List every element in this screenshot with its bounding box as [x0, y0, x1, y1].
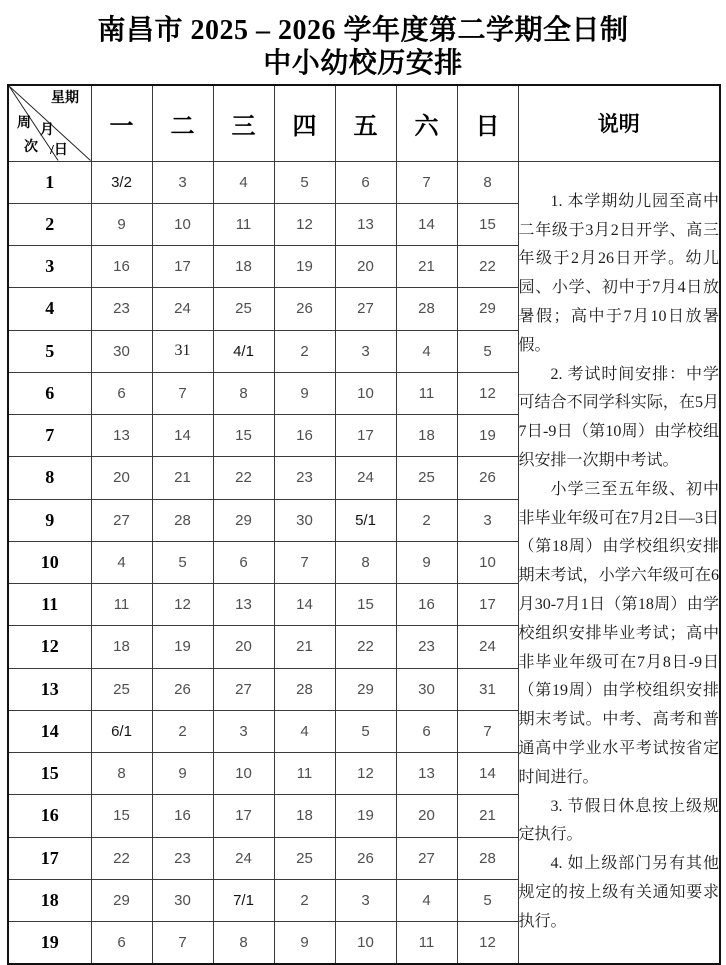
corner-label-month: 月: [40, 123, 54, 138]
day-header-tue: 二: [152, 85, 213, 161]
date-cell: 6/1: [91, 710, 152, 752]
date-cell: 19: [152, 626, 213, 668]
date-cell: 17: [335, 415, 396, 457]
date-cell: 11: [396, 372, 457, 414]
page-title-line2: 中小幼校历安排: [263, 48, 463, 79]
date-cell: 18: [274, 795, 335, 837]
date-cell: 3: [335, 879, 396, 921]
week-number: 5: [8, 330, 91, 372]
date-cell: 9: [274, 922, 335, 964]
date-cell: 25: [213, 288, 274, 330]
date-cell: 2: [274, 330, 335, 372]
week-number: 7: [8, 415, 91, 457]
week-number: 9: [8, 499, 91, 541]
date-cell: 10: [152, 203, 213, 245]
date-cell: 10: [457, 541, 518, 583]
week-number: 6: [8, 372, 91, 414]
day-header-thu: 四: [274, 85, 335, 161]
note-paragraph: 4. 如上级部门另有其他规定的按上级有关通知要求执行。: [518, 855, 719, 930]
day-header-sat: 六: [396, 85, 457, 161]
corner-label-zhou: 周: [17, 116, 31, 131]
date-cell: 14: [457, 753, 518, 795]
date-cell: 27: [335, 288, 396, 330]
date-cell: 9: [274, 372, 335, 414]
date-cell: 8: [91, 753, 152, 795]
date-cell: 11: [396, 922, 457, 964]
date-cell: 20: [396, 795, 457, 837]
date-cell: 12: [457, 372, 518, 414]
date-cell: 21: [396, 246, 457, 288]
table-row: [8, 161, 720, 203]
date-cell: 4: [396, 879, 457, 921]
date-cell: 7: [152, 922, 213, 964]
date-cell: 7: [457, 710, 518, 752]
date-cell: 12: [274, 203, 335, 245]
date-cell: 2: [152, 710, 213, 752]
date-cell: 7: [152, 372, 213, 414]
date-cell: 16: [396, 584, 457, 626]
date-cell: 21: [274, 626, 335, 668]
date-cell: 5: [274, 161, 335, 203]
date-cell: 16: [91, 246, 152, 288]
date-cell: 12: [152, 584, 213, 626]
date-cell: 21: [152, 457, 213, 499]
week-number: 4: [8, 288, 91, 330]
date-cell: 20: [335, 246, 396, 288]
date-cell: 20: [91, 457, 152, 499]
date-cell: 30: [91, 330, 152, 372]
date-cell: 4: [91, 541, 152, 583]
week-number: 14: [8, 710, 91, 752]
date-cell: 24: [335, 457, 396, 499]
date-cell: 8: [213, 922, 274, 964]
date-cell: 24: [457, 626, 518, 668]
date-cell: 27: [213, 668, 274, 710]
date-cell: 23: [91, 288, 152, 330]
day-header-wed: 三: [213, 85, 274, 161]
date-cell: 19: [335, 795, 396, 837]
header-row: [8, 85, 720, 161]
date-cell: 4: [396, 330, 457, 372]
date-cell: 6: [335, 161, 396, 203]
calendar-body: [8, 161, 720, 964]
date-cell: 6: [396, 710, 457, 752]
notes-header: 说明: [518, 85, 720, 161]
date-cell: 29: [213, 499, 274, 541]
date-cell: 28: [396, 288, 457, 330]
date-cell: 18: [213, 246, 274, 288]
week-number: 11: [8, 584, 91, 626]
page-title-line1: 南昌市 2025 – 2026 学年度第二学期全日制: [97, 15, 629, 46]
date-cell: 13: [213, 584, 274, 626]
date-cell: 15: [457, 203, 518, 245]
date-cell: 10: [335, 922, 396, 964]
date-cell: 3: [213, 710, 274, 752]
week-number: 1: [8, 161, 91, 203]
date-cell: 29: [335, 668, 396, 710]
date-cell: 3: [152, 161, 213, 203]
date-cell: 5: [335, 710, 396, 752]
week-number: 10: [8, 541, 91, 583]
corner-label-day: /日: [50, 143, 68, 158]
date-cell: 25: [91, 668, 152, 710]
date-cell: 29: [457, 288, 518, 330]
date-cell: 23: [396, 626, 457, 668]
date-cell: 11: [274, 753, 335, 795]
date-cell: 15: [91, 795, 152, 837]
date-cell: 22: [335, 626, 396, 668]
date-cell: 6: [91, 922, 152, 964]
date-cell: 23: [274, 457, 335, 499]
date-cell: 7/1: [213, 879, 274, 921]
week-number: 12: [8, 626, 91, 668]
date-cell: 3: [457, 499, 518, 541]
date-cell: 22: [457, 246, 518, 288]
date-cell: 27: [91, 499, 152, 541]
date-cell: 21: [457, 795, 518, 837]
date-cell: 12: [335, 753, 396, 795]
date-cell: 22: [213, 457, 274, 499]
date-cell: 15: [213, 415, 274, 457]
week-number: 15: [8, 753, 91, 795]
page-title: [0, 14, 726, 80]
date-cell: 29: [91, 879, 152, 921]
date-cell: 28: [457, 837, 518, 879]
date-cell: 12: [457, 922, 518, 964]
date-cell: 28: [274, 668, 335, 710]
date-cell: 14: [274, 584, 335, 626]
date-cell: 8: [213, 372, 274, 414]
date-cell: 28: [152, 499, 213, 541]
date-cell: 31: [152, 330, 213, 372]
date-cell: 7: [396, 161, 457, 203]
date-cell: 8: [335, 541, 396, 583]
date-cell: 13: [396, 753, 457, 795]
corner-label-ci: 次: [24, 140, 38, 155]
week-number: 17: [8, 837, 91, 879]
date-cell: 16: [152, 795, 213, 837]
date-cell: 15: [335, 584, 396, 626]
date-cell: 7: [274, 541, 335, 583]
note-paragraph: 3. 节假日休息按上级规定执行。: [518, 797, 719, 844]
date-cell: 30: [152, 879, 213, 921]
date-cell: 20: [213, 626, 274, 668]
date-cell: 3: [335, 330, 396, 372]
date-cell: 26: [274, 288, 335, 330]
notes-cell: [518, 161, 720, 964]
note-paragraph: 1. 本学期幼儿园至高中二年级于3月2日开学、高三年级于2月26日开学。幼儿园、小学、初中于7月4日放暑假；高中于7月10日放暑假。: [518, 192, 719, 354]
week-number: 19: [8, 922, 91, 964]
date-cell: 4: [274, 710, 335, 752]
date-cell: 26: [457, 457, 518, 499]
date-cell: 30: [396, 668, 457, 710]
date-cell: 5: [457, 330, 518, 372]
corner-label-weekday: 星期: [51, 91, 79, 106]
date-cell: 27: [396, 837, 457, 879]
date-cell: 3/2: [91, 161, 152, 203]
week-number: 3: [8, 246, 91, 288]
date-cell: 17: [152, 246, 213, 288]
date-cell: 17: [213, 795, 274, 837]
date-cell: 6: [91, 372, 152, 414]
date-cell: 4/1: [213, 330, 274, 372]
date-cell: 24: [152, 288, 213, 330]
calendar-table: [7, 84, 721, 965]
date-cell: 11: [213, 203, 274, 245]
date-cell: 6: [213, 541, 274, 583]
note-paragraph: 2. 考试时间安排：中学可结合不同学科实际，在5月7日-9日（第10周）由学校组织安排一次期中考试。: [518, 365, 719, 469]
date-cell: 9: [91, 203, 152, 245]
week-number: 8: [8, 457, 91, 499]
date-cell: 13: [335, 203, 396, 245]
date-cell: 4: [213, 161, 274, 203]
week-number: 16: [8, 795, 91, 837]
date-cell: 13: [91, 415, 152, 457]
date-cell: 11: [91, 584, 152, 626]
date-cell: 2: [274, 879, 335, 921]
date-cell: 23: [152, 837, 213, 879]
day-header-fri: 五: [335, 85, 396, 161]
date-cell: 31: [457, 668, 518, 710]
date-cell: 26: [335, 837, 396, 879]
date-cell: 22: [91, 837, 152, 879]
date-cell: 24: [213, 837, 274, 879]
date-cell: 9: [152, 753, 213, 795]
week-number: 13: [8, 668, 91, 710]
date-cell: 14: [396, 203, 457, 245]
date-cell: 30: [274, 499, 335, 541]
date-cell: 2: [396, 499, 457, 541]
date-cell: 18: [91, 626, 152, 668]
date-cell: 5: [457, 879, 518, 921]
date-cell: 9: [396, 541, 457, 583]
date-cell: 26: [152, 668, 213, 710]
date-cell: 16: [274, 415, 335, 457]
day-header-sun: 日: [457, 85, 518, 161]
date-cell: 5/1: [335, 499, 396, 541]
date-cell: 18: [396, 415, 457, 457]
date-cell: 19: [457, 415, 518, 457]
date-cell: 10: [335, 372, 396, 414]
week-number: 2: [8, 203, 91, 245]
date-cell: 25: [274, 837, 335, 879]
date-cell: 5: [152, 541, 213, 583]
day-header-mon: 一: [91, 85, 152, 161]
date-cell: 14: [152, 415, 213, 457]
date-cell: 25: [396, 457, 457, 499]
corner-header-cell: [8, 85, 91, 161]
date-cell: 19: [274, 246, 335, 288]
note-paragraph: 小学三至五年级、初中非毕业年级可在7月2日—3日（第18周）由学校组织安排期末考试，小学六年级可在6月30-7月1日（第18周）由学校组织安排毕业考试；高中非毕业年级可在7月8日-9日（第19周）由学校组织安排期末考试。中考、高考和普通高中学业水平考试按省定时间进行。: [518, 480, 719, 786]
date-cell: 17: [457, 584, 518, 626]
week-number: 18: [8, 879, 91, 921]
date-cell: 10: [213, 753, 274, 795]
date-cell: 8: [457, 161, 518, 203]
